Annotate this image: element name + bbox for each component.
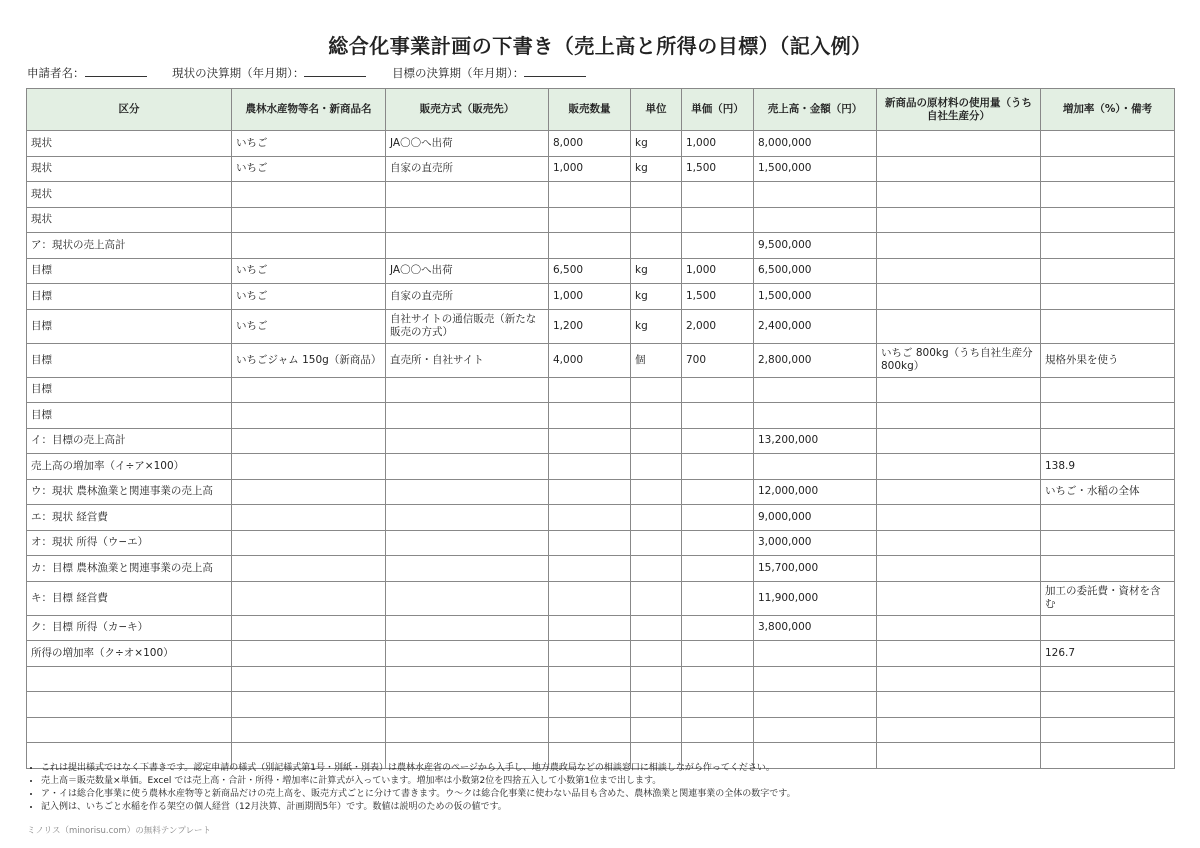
table-cell[interactable] <box>386 615 549 641</box>
current-period-blank[interactable] <box>304 66 366 77</box>
column-header: 増加率（%）・備考 <box>1041 89 1175 131</box>
table-cell[interactable]: 自家の直売所 <box>386 156 549 182</box>
table-row <box>27 131 1175 157</box>
table-cell[interactable] <box>754 454 877 480</box>
table-cell[interactable] <box>682 428 754 454</box>
table-cell[interactable] <box>754 717 877 743</box>
table-cell[interactable]: 1,000 <box>682 131 754 157</box>
table-cell[interactable] <box>877 641 1041 667</box>
table-cell[interactable] <box>386 233 549 259</box>
table-cell[interactable] <box>386 556 549 582</box>
table-cell[interactable] <box>631 692 682 718</box>
table-cell[interactable]: 8,000 <box>549 131 631 157</box>
table-cell[interactable]: 自社サイトの通信販売（新たな販売の方式） <box>386 309 549 343</box>
note-item: • 記入例は、いちごと水稲を作る架空の個人経営（12月決算、計画期間5年）です。数値は説明のための仮の値です。 <box>41 801 796 814</box>
table-cell[interactable] <box>877 505 1041 531</box>
table-cell[interactable]: いちご <box>232 156 386 182</box>
table-cell[interactable] <box>549 717 631 743</box>
table-cell[interactable]: kg <box>631 131 682 157</box>
table-row <box>27 692 1175 718</box>
table-cell[interactable]: 1,200 <box>549 309 631 343</box>
table-cell[interactable]: いちご <box>232 131 386 157</box>
table-cell[interactable] <box>27 692 232 718</box>
footer-credit: ミノリス（minorisu.com）の無料テンプレート <box>27 826 211 836</box>
table-cell[interactable]: 1,500 <box>682 284 754 310</box>
table-cell[interactable] <box>631 666 682 692</box>
table-cell[interactable] <box>877 581 1041 615</box>
table-cell[interactable] <box>877 530 1041 556</box>
table-cell[interactable] <box>1041 717 1175 743</box>
table-cell[interactable] <box>682 233 754 259</box>
table-cell[interactable]: 6,500,000 <box>754 258 877 284</box>
table-cell[interactable] <box>877 258 1041 284</box>
table-cell[interactable] <box>386 666 549 692</box>
table-cell[interactable]: エ：現状 経営費 <box>27 505 232 531</box>
table-cell[interactable] <box>682 207 754 233</box>
table-cell[interactable] <box>549 581 631 615</box>
table-cell[interactable] <box>386 207 549 233</box>
table-cell[interactable]: JA〇〇へ出荷 <box>386 131 549 157</box>
table-cell[interactable] <box>754 207 877 233</box>
table-cell[interactable] <box>1041 131 1175 157</box>
table-cell[interactable] <box>386 581 549 615</box>
table-cell[interactable] <box>1041 666 1175 692</box>
table-cell[interactable] <box>682 479 754 505</box>
table-cell[interactable] <box>549 233 631 259</box>
note-item: • ア・イは総合化事業に使う農林水産物等と新商品だけの売上高を、販売方式ごとに分けて書きます。ウ〜クは総合化事業に使わない品目も含めた、農林漁業と関連事業の全体の数字です。 <box>41 788 796 801</box>
table-cell[interactable] <box>631 207 682 233</box>
table-cell[interactable]: 現状 <box>27 182 232 208</box>
table-cell[interactable] <box>549 207 631 233</box>
table-cell[interactable] <box>232 505 386 531</box>
table-cell[interactable] <box>682 556 754 582</box>
table-cell[interactable]: 目標 <box>27 258 232 284</box>
note-item: • 売上高＝販売数量×単価。Excel では売上高・合計・所得・増加率に計算式が入っています。増加率は小数第2位を四捨五入して小数第1位まで出します。 <box>41 775 796 788</box>
table-cell[interactable] <box>549 479 631 505</box>
table-row <box>27 454 1175 480</box>
table-cell[interactable] <box>631 403 682 429</box>
table-cell[interactable] <box>386 641 549 667</box>
table-cell[interactable]: いちご <box>232 309 386 343</box>
applicant-name-blank[interactable] <box>85 66 147 77</box>
table-cell[interactable]: いちご 800kg（うち自社生産分 800kg） <box>877 343 1041 377</box>
table-cell[interactable] <box>549 615 631 641</box>
table-cell[interactable]: 2,000 <box>682 309 754 343</box>
table-cell[interactable] <box>386 505 549 531</box>
table-cell[interactable]: いちご <box>232 284 386 310</box>
table-cell[interactable] <box>682 615 754 641</box>
column-header: 販売方式（販売先） <box>386 89 549 131</box>
table-cell[interactable] <box>1041 182 1175 208</box>
table-cell[interactable] <box>232 377 386 403</box>
column-header: 販売数量 <box>549 89 631 131</box>
table-cell[interactable] <box>631 615 682 641</box>
table-cell[interactable] <box>631 428 682 454</box>
table-cell[interactable] <box>631 530 682 556</box>
table-cell[interactable] <box>754 666 877 692</box>
table-cell[interactable] <box>386 428 549 454</box>
table-cell[interactable] <box>877 156 1041 182</box>
note-item: • これは提出様式ではなく下書きです。認定申請の様式（別記様式第1号・別紙・別表）は農林水産省のページから入手し、地方農政局などの相談窓口に相談しながら作ってください。 <box>41 762 796 775</box>
table-cell[interactable] <box>631 182 682 208</box>
table-cell[interactable]: イ：目標の売上高計 <box>27 428 232 454</box>
table-cell[interactable]: 1,500,000 <box>754 284 877 310</box>
table-cell[interactable] <box>877 428 1041 454</box>
table-cell[interactable] <box>232 666 386 692</box>
table-cell[interactable]: 3,000,000 <box>754 530 877 556</box>
table-cell[interactable] <box>682 182 754 208</box>
table-cell[interactable]: カ：目標 農林漁業と関連事業の売上高 <box>27 556 232 582</box>
table-cell[interactable] <box>1041 615 1175 641</box>
table-cell[interactable] <box>631 505 682 531</box>
table-cell[interactable] <box>386 530 549 556</box>
table-cell[interactable] <box>682 692 754 718</box>
table-cell[interactable]: いちご・水稲の全体 <box>1041 479 1175 505</box>
table-cell[interactable] <box>877 666 1041 692</box>
table-cell[interactable]: 1,000 <box>549 156 631 182</box>
target-period-blank[interactable] <box>524 66 586 77</box>
table-cell[interactable]: 所得の増加率（ク÷オ×100） <box>27 641 232 667</box>
table-cell[interactable] <box>1041 377 1175 403</box>
target-period-field[interactable] <box>392 66 586 80</box>
table-row <box>27 666 1175 692</box>
table-row <box>27 309 1175 343</box>
table-row <box>27 284 1175 310</box>
table-cell[interactable] <box>549 182 631 208</box>
table-cell[interactable] <box>232 207 386 233</box>
table-cell[interactable] <box>631 556 682 582</box>
table-cell[interactable]: JA〇〇へ出荷 <box>386 258 549 284</box>
table-cell[interactable]: 1,000 <box>549 284 631 310</box>
table-cell[interactable] <box>877 131 1041 157</box>
table-cell[interactable] <box>386 403 549 429</box>
table-cell[interactable] <box>877 615 1041 641</box>
current-period-field[interactable] <box>172 66 366 80</box>
table-cell[interactable] <box>682 641 754 667</box>
table-cell[interactable] <box>549 641 631 667</box>
table-row <box>27 156 1175 182</box>
column-header: 売上高・金額（円） <box>754 89 877 131</box>
table-cell[interactable] <box>877 207 1041 233</box>
table-cell[interactable]: 現状 <box>27 156 232 182</box>
table-cell[interactable] <box>232 233 386 259</box>
table-cell[interactable]: kg <box>631 258 682 284</box>
table-cell[interactable]: 現状 <box>27 207 232 233</box>
table-cell[interactable]: 規格外果を使う <box>1041 343 1175 377</box>
table-cell[interactable] <box>1041 428 1175 454</box>
table-cell[interactable]: ア：現状の売上高計 <box>27 233 232 259</box>
table-cell[interactable] <box>754 641 877 667</box>
table-cell[interactable] <box>549 377 631 403</box>
table-cell[interactable] <box>1041 743 1175 769</box>
table-row <box>27 717 1175 743</box>
table-header-row <box>27 89 1175 131</box>
table-cell[interactable] <box>232 615 386 641</box>
table-cell[interactable]: 現状 <box>27 131 232 157</box>
applicant-name-label: 申請者名： <box>27 66 85 80</box>
table-cell[interactable]: 自家の直売所 <box>386 284 549 310</box>
table-cell[interactable] <box>877 284 1041 310</box>
table-cell[interactable] <box>232 692 386 718</box>
table-cell[interactable]: 目標 <box>27 284 232 310</box>
table-cell[interactable] <box>549 428 631 454</box>
table-cell[interactable] <box>631 641 682 667</box>
table-cell[interactable]: 目標 <box>27 377 232 403</box>
table-row <box>27 556 1175 582</box>
table-cell[interactable] <box>877 479 1041 505</box>
column-header: 単価（円） <box>682 89 754 131</box>
table-cell[interactable]: 3,800,000 <box>754 615 877 641</box>
table-cell[interactable] <box>232 403 386 429</box>
table-cell[interactable] <box>877 556 1041 582</box>
table-cell[interactable]: kg <box>631 156 682 182</box>
table-cell[interactable]: 138.9 <box>1041 454 1175 480</box>
table-cell[interactable] <box>631 717 682 743</box>
table-cell[interactable]: 126.7 <box>1041 641 1175 667</box>
table-row <box>27 403 1175 429</box>
table-cell[interactable]: kg <box>631 309 682 343</box>
table-cell[interactable] <box>877 692 1041 718</box>
table-cell[interactable] <box>682 717 754 743</box>
table-cell[interactable]: 目標 <box>27 309 232 343</box>
table-cell[interactable]: いちごジャム 150g（新商品） <box>232 343 386 377</box>
table-cell[interactable] <box>1041 309 1175 343</box>
table-cell[interactable] <box>877 233 1041 259</box>
table-cell[interactable]: 個 <box>631 343 682 377</box>
table-cell[interactable]: 6,500 <box>549 258 631 284</box>
table-cell[interactable]: 目標 <box>27 403 232 429</box>
table-cell[interactable] <box>27 717 232 743</box>
table-cell[interactable]: 1,500,000 <box>754 156 877 182</box>
table-cell[interactable] <box>877 743 1041 769</box>
table-cell[interactable] <box>549 666 631 692</box>
table-cell[interactable] <box>549 556 631 582</box>
table-row <box>27 182 1175 208</box>
table-cell[interactable] <box>682 666 754 692</box>
table-row <box>27 581 1175 615</box>
table-cell[interactable]: 4,000 <box>549 343 631 377</box>
page-title: 総合化事業計画の下書き（売上高と所得の目標）（記入例） <box>328 34 872 58</box>
table-cell[interactable] <box>1041 403 1175 429</box>
table-cell[interactable]: 売上高の増加率（イ÷ア×100） <box>27 454 232 480</box>
table-cell[interactable]: 目標 <box>27 343 232 377</box>
table-cell[interactable] <box>232 641 386 667</box>
table-cell[interactable] <box>682 581 754 615</box>
table-cell[interactable] <box>754 182 877 208</box>
table-row <box>27 233 1175 259</box>
table-cell[interactable] <box>1041 556 1175 582</box>
table-cell[interactable]: 9,500,000 <box>754 233 877 259</box>
table-cell[interactable] <box>386 182 549 208</box>
table-cell[interactable]: kg <box>631 284 682 310</box>
table-cell[interactable]: 12,000,000 <box>754 479 877 505</box>
table-cell[interactable]: 700 <box>682 343 754 377</box>
table-cell[interactable] <box>232 182 386 208</box>
table-cell[interactable] <box>754 377 877 403</box>
table-cell[interactable] <box>549 403 631 429</box>
table-cell[interactable]: 2,800,000 <box>754 343 877 377</box>
target-period-label: 目標の決算期（年月期）： <box>392 66 525 80</box>
table-row <box>27 479 1175 505</box>
table-cell[interactable] <box>1041 258 1175 284</box>
table-cell[interactable] <box>754 403 877 429</box>
table-cell[interactable] <box>1041 156 1175 182</box>
table-cell[interactable]: 直売所・自社サイト <box>386 343 549 377</box>
column-header: 農林水産物等名・新商品名 <box>232 89 386 131</box>
table-cell[interactable] <box>1041 284 1175 310</box>
table-cell[interactable] <box>631 377 682 403</box>
table-cell[interactable] <box>877 717 1041 743</box>
table-cell[interactable] <box>27 666 232 692</box>
table-cell[interactable]: キ：目標 経営費 <box>27 581 232 615</box>
table-cell[interactable] <box>232 581 386 615</box>
table-cell[interactable] <box>232 530 386 556</box>
table-row <box>27 258 1175 284</box>
table-cell[interactable] <box>232 556 386 582</box>
notes <box>27 762 796 814</box>
table-cell[interactable] <box>386 717 549 743</box>
table-cell[interactable] <box>549 530 631 556</box>
table-cell[interactable] <box>386 454 549 480</box>
applicant-name-field[interactable] <box>27 66 147 80</box>
table-cell[interactable]: 1,500 <box>682 156 754 182</box>
table-cell[interactable]: ク：目標 所得（カ−キ） <box>27 615 232 641</box>
table-cell[interactable] <box>877 182 1041 208</box>
column-header: 単位 <box>631 89 682 131</box>
table-cell[interactable] <box>549 505 631 531</box>
table-cell[interactable] <box>549 454 631 480</box>
table-cell[interactable]: ウ：現状 農林漁業と関連事業の売上高 <box>27 479 232 505</box>
applicant-meta <box>27 65 608 81</box>
table-cell[interactable] <box>682 377 754 403</box>
table-cell[interactable] <box>682 505 754 531</box>
table-cell[interactable] <box>877 309 1041 343</box>
table-row <box>27 377 1175 403</box>
column-header: 新商品の原材料の使用量（うち自社生産分） <box>877 89 1041 131</box>
column-header: 区分 <box>27 89 232 131</box>
sales-income-table <box>26 88 1175 769</box>
table-cell[interactable] <box>682 454 754 480</box>
table-cell[interactable]: 加工の委託費・資材を含む <box>1041 581 1175 615</box>
table-cell[interactable] <box>754 692 877 718</box>
table-body <box>27 131 1175 769</box>
table-cell[interactable] <box>877 377 1041 403</box>
table-cell[interactable] <box>232 428 386 454</box>
table-cell[interactable] <box>232 717 386 743</box>
table-row <box>27 615 1175 641</box>
table-cell[interactable] <box>631 233 682 259</box>
table-cell[interactable] <box>549 692 631 718</box>
table-cell[interactable] <box>386 377 549 403</box>
table-cell[interactable]: 11,900,000 <box>754 581 877 615</box>
table-cell[interactable] <box>682 530 754 556</box>
table-row <box>27 343 1175 377</box>
table-cell[interactable]: 15,700,000 <box>754 556 877 582</box>
table-row <box>27 207 1175 233</box>
table-cell[interactable]: 1,000 <box>682 258 754 284</box>
table-cell[interactable] <box>631 479 682 505</box>
table-cell[interactable] <box>631 581 682 615</box>
table-cell[interactable] <box>1041 233 1175 259</box>
table-cell[interactable] <box>682 403 754 429</box>
table-cell[interactable] <box>1041 692 1175 718</box>
table-cell[interactable] <box>386 479 549 505</box>
table-cell[interactable] <box>386 692 549 718</box>
table-cell[interactable]: 9,000,000 <box>754 505 877 531</box>
table-row <box>27 505 1175 531</box>
table-row <box>27 530 1175 556</box>
table-cell[interactable]: オ：現状 所得（ウ−エ） <box>27 530 232 556</box>
table-cell[interactable] <box>1041 505 1175 531</box>
table-cell[interactable]: 2,400,000 <box>754 309 877 343</box>
table-cell[interactable]: 8,000,000 <box>754 131 877 157</box>
table-cell[interactable] <box>232 479 386 505</box>
table-row <box>27 428 1175 454</box>
table-cell[interactable]: いちご <box>232 258 386 284</box>
current-period-label: 現状の決算期（年月期）： <box>172 66 305 80</box>
table-cell[interactable] <box>877 454 1041 480</box>
table-cell[interactable] <box>877 403 1041 429</box>
table-cell[interactable] <box>1041 207 1175 233</box>
table-row <box>27 641 1175 667</box>
table-cell[interactable] <box>631 454 682 480</box>
table-cell[interactable] <box>232 454 386 480</box>
table-cell[interactable] <box>1041 530 1175 556</box>
table-cell[interactable]: 13,200,000 <box>754 428 877 454</box>
